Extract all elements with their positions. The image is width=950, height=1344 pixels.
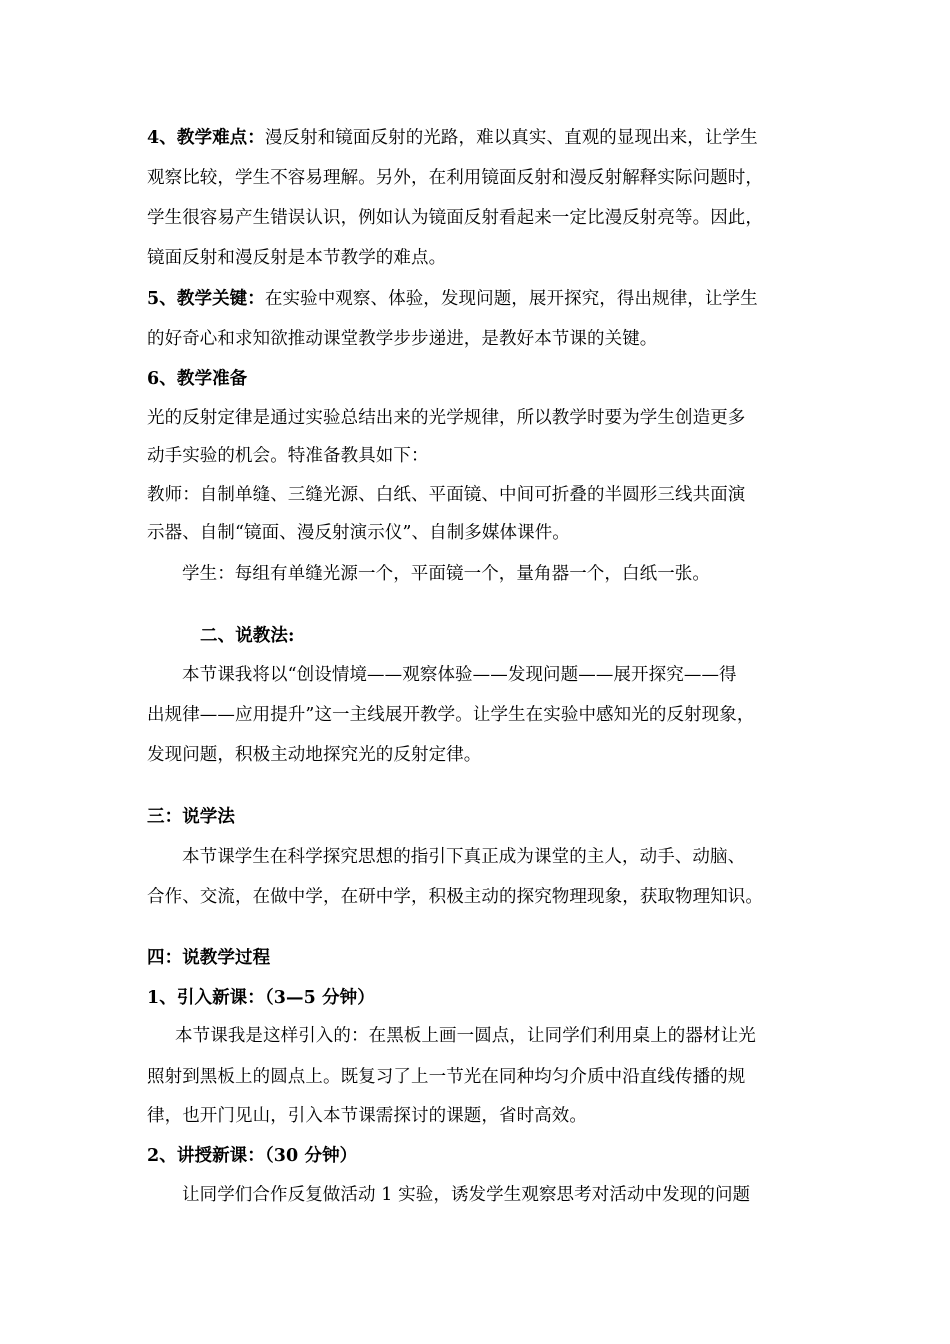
prep-line-5: 学生：每组有单缝光源一个，平面镜一个，量角器一个，白纸一张。 — [182, 564, 710, 584]
method-line-3: 发现问题，积极主动地探究光的反射定律。 — [147, 745, 482, 765]
learning-line-1: 本节课学生在科学探究思想的指引下真正成为课堂的主人，动手、动脑、 — [182, 847, 746, 867]
prep-line-4: 示器、自制“镜面、漫反射演示仪”、自制多媒体课件。 — [147, 523, 570, 543]
difficulty-line-4: 镜面反射和漫反射是本节教学的难点。 — [147, 248, 447, 268]
prep-line-3: 教师：自制单缝、三缝光源、白纸、平面镜、中间可折叠的半圆形三线共面演 — [147, 485, 746, 505]
intro-heading: 1、引入新课：（3—5 分钟） — [147, 988, 375, 1008]
key-line-2: 的好奇心和求知欲推动课堂教学步步递进，是教好本节课的关键。 — [147, 329, 658, 349]
difficulty-line-1: 4、教学难点：漫反射和镜面反射的光路，难以真实、直观的显现出来，让学生 — [147, 128, 758, 148]
prep-heading: 6、教学准备 — [147, 369, 248, 389]
method-heading: 二、说教法: — [200, 626, 295, 646]
intro-line-3: 律，也开门见山，引入本节课需探讨的课题，省时高效。 — [147, 1106, 587, 1126]
process-heading: 四：说教学过程 — [147, 948, 271, 968]
key-label: 5、教学关键： — [147, 289, 265, 309]
prep-line-1: 光的反射定律是通过实验总结出来的光学规律，所以教学时要为学生创造更多 — [147, 408, 746, 428]
prep-line-2: 动手实验的机会。特准备教具如下： — [147, 446, 429, 466]
learning-heading: 三：说学法 — [147, 807, 235, 827]
method-line-2: 出规律——应用提升”这一主线展开教学。让学生在实验中感知光的反射现象， — [147, 705, 755, 725]
teach-line-1: 让同学们合作反复做活动 1 实验，诱发学生观察思考对活动中发现的问题 — [182, 1185, 751, 1205]
intro-line-2: 照射到黑板上的圆点上。既复习了上一节光在同种均匀介质中沿直线传播的规 — [147, 1067, 746, 1087]
difficulty-line-2: 观察比较，学生不容易理解。另外，在利用镜面反射和漫反射解释实际问题时， — [147, 168, 763, 188]
method-line-1: 本节课我将以“创设情境——观察体验——发现问题——展开探究——得 — [182, 665, 737, 685]
teach-heading: 2、讲授新课：（30 分钟） — [147, 1146, 358, 1166]
key-line-1: 5、教学关键：在实验中观察、体验，发现问题，展开探究，得出规律，让学生 — [147, 289, 758, 309]
learning-line-2: 合作、交流，在做中学，在研中学，积极主动的探究物理现象，获取物理知识。 — [147, 887, 763, 907]
difficulty-label: 4、教学难点： — [147, 128, 265, 148]
intro-line-1: 本节课我是这样引入的：在黑板上画一圆点，让同学们利用桌上的器材让光 — [175, 1026, 756, 1046]
difficulty-line-3: 学生很容易产生错误认识，例如认为镜面反射看起来一定比漫反射亮等。因此， — [147, 208, 763, 228]
